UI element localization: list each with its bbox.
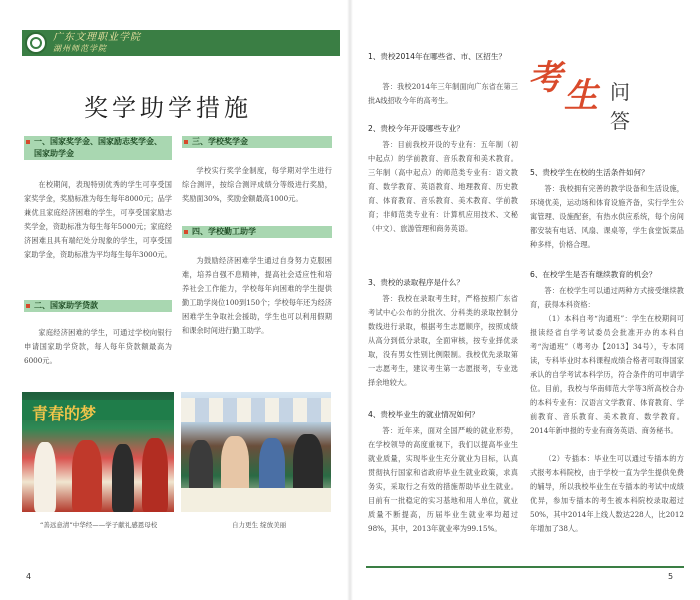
section-body-scholarship: 在校期间，表现特别优秀的学生可享受国家奖学金，奖励标准为每生每年8000元；品学兼优且家庭经济困难的学生，可享受国家励志奖学金，资助标准为每生每年5000元；家庭经济困难且具有端纪处分现象的学生，可享受国家助学金，资助标准为平均每生每年3000元。	[24, 180, 172, 259]
qa-title-sheng: 生	[564, 76, 598, 116]
page-number-right: 5	[668, 572, 674, 581]
answer-2: 答：目前我校开设的专业有：五年制（初中起点）的学前教育、音乐教育和美术教育。三年制（高中起点）的师范类专业有：语文教育、数学教育、英语教育、地理教育、历史教育、体育教育、音乐教育、美术教育、学前教育；非师范类专业有：计算机应用技术、文秘（中文）、旅游管理和商务英语。	[368, 140, 518, 233]
answer-5: 答：我校拥有完善的教学设备和生活设施，环境优美，运动场和体育设施齐备，实行学生公寓管理、设施配套，有热水供应系统，每个房间都安装有电话、风扇、课桌等，学生食堂饭菜品种多样，价格合理。	[530, 184, 684, 249]
answer-1: 答：我校2014年三年制面向广东省在第三批A线招收今年的高考生。	[368, 82, 518, 105]
section-body-loan: 家庭经济困难的学生，可通过学校向银行申请国家助学贷款，每人每年贷款额最高为6000元。	[24, 328, 172, 365]
page-title: 奖学助学措施	[84, 94, 252, 122]
photo-caption-1: “善远意清”中华经——学子献礼感恩母校	[40, 521, 158, 529]
qa-title-kao: 考	[528, 58, 562, 98]
question-2: 2、贵校今年开设哪些专业？	[368, 124, 464, 133]
section-body-work-study: 为鼓励经济困难学生通过自身努力克服困难，培养自强不息精神，提高社会适应性和培养社会工作能力，学校每年向困难的学生提供勤工助学岗位100到150个；学校每年还为经济困难学生争取社会援助，学生也可以利用假期和课余时间进行勤工助学。	[182, 256, 332, 335]
question-3: 3、贵校的录取程序是什么？	[368, 278, 464, 287]
answer-6-intro: 答：在校学生可以通过两种方式接受继续教育，获得本科资格：	[530, 286, 684, 309]
section-heading-loan: 二、国家助学贷款	[24, 300, 172, 312]
school-name	[53, 32, 141, 54]
answer-4: 答：近年来，面对全国严峻的就业形势，在学校领导的高度重视下，我们以提高毕业生就业质量，实现毕业生充分就业为目标，认真贯彻执行国家和省政府毕业生就业政策，求真务实，采取行之有效的措施帮助毕业生就业。目前有一批稳定的实习基地和用人单位，就业质量不断提高，历届毕业生就业率均超过98%，其中，2013年就业率为99.15%。	[368, 426, 518, 533]
section-heading-scholarship: 一、国家奖学金、国家励志奖学金、国家助学金	[24, 136, 172, 160]
question-5: 5、贵校学生在校的生活条件如何？	[530, 168, 649, 177]
question-4: 4、贵校毕业生的就业情况如何？	[368, 410, 480, 419]
bottom-rule	[366, 566, 684, 568]
school-logo-icon	[25, 32, 47, 54]
answer-6-part-1: （1）本科自考“沟通班”：学生在校期间可报读经省自学考试委员会批准开办的本科自考“沟通班”（粤考办【2013】34号），专本同读，专科毕业时本科课程成绩合格者可取得国家承认的自学考试本科学历，符合条件的可申请学位。目前，我校与华南师范大学等3所高校合办的本科专业有：汉语言文学教育、体育教育、学前教育、音乐教育、美术教育、数学教育。2014年新申报的专业有商务英语、商务秘书。	[530, 314, 684, 435]
qa-title-wenda: 问答	[610, 80, 633, 133]
photo-banner-text: 青春的梦	[32, 404, 97, 423]
section-heading-school-scholarship: 三、学校奖学金	[182, 136, 332, 148]
photo-caption-2: 自力更生 绽放美丽	[232, 521, 287, 529]
question-1: 1、贵校2014年在哪些省、市、区招生？	[368, 52, 507, 61]
school-name-line2: 湖州师范学院	[53, 44, 107, 53]
photo-graduation-ceremony	[22, 392, 174, 512]
header-bar	[22, 30, 340, 56]
section-heading-work-study: 四、学校勤工助学	[182, 226, 332, 238]
photo-campus-market	[181, 392, 331, 512]
page-number-left: 4	[26, 572, 32, 581]
school-name-line1: 广东文理职业学院	[53, 32, 141, 43]
answer-6-part-2: （2）专插本：毕业生可以通过专插本的方式报考本科院校，由于学校一直为学生提供免费的辅导，所以我校毕业生在专插本的考试中成绩优异，参加专插本的考生被本科院校录取超过50%，其中2014年上线人数达228人，比2012年增加了38人。	[530, 454, 684, 533]
section-body-school-scholarship: 学校实行奖学金制度，每学期对学生进行综合测评，按综合测评成绩分等级进行奖励，奖励面30%，奖励金额最高1000元。	[182, 166, 332, 203]
answer-3: 答：我校在录取考生时，严格按照广东省考试中心公布的分批次、分科类的录取控制分数线进行录取，根据考生志愿顺序，按照成绩从高分到低分录取，全面审核，按专业择优录取，没有男女性别比例限制。我校优先录取第一志愿考生，建议考生第一志愿报考，专业选择余地较大。	[368, 294, 518, 387]
question-6: 6、在校学生是否有继续教育的机会？	[530, 270, 657, 279]
